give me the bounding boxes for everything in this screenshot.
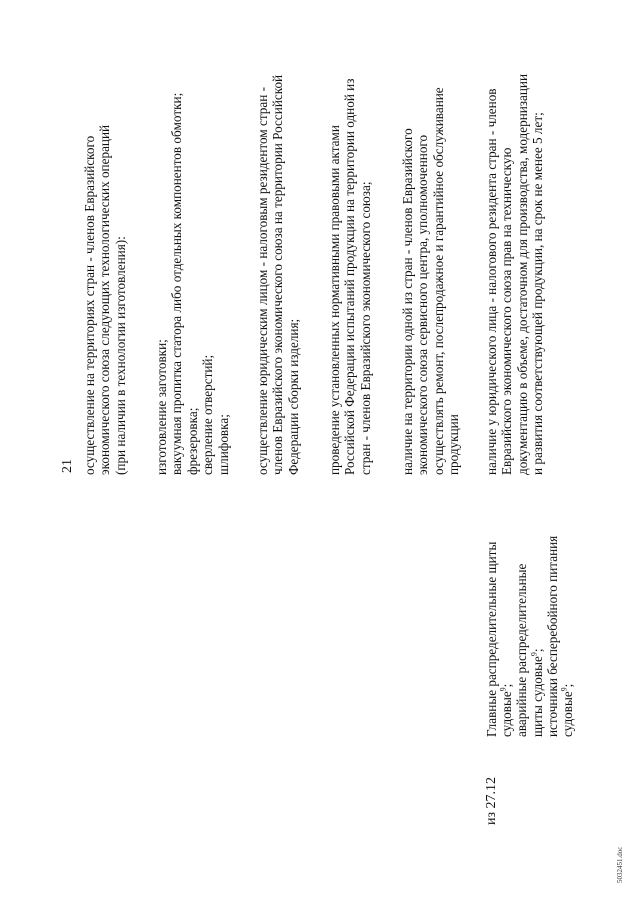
requirement-block-testing [327, 15, 373, 475]
product-line: судовые [560, 691, 576, 737]
requirement-line: фрезеровка; [184, 407, 200, 475]
requirement-line: членов Евразийского экономического союза на территории Российской [270, 74, 286, 475]
product-names [484, 497, 575, 737]
requirement-line: Евразийского экономического союза прав на техническую [499, 147, 515, 475]
requirement-line: документацию в объеме, достаточном для производства, модернизации [514, 73, 530, 475]
requirement-line: сверление отверстий; [200, 354, 216, 475]
requirement-block-assembly [255, 15, 301, 475]
requirement-line: Федерации сборки изделия; [285, 318, 301, 475]
requirement-line: осуществлять ремонт, послепродажное и гарантийное обслуживание [430, 87, 446, 475]
requirement-line: экономического союза сервисного центра, уполномоченного [415, 134, 431, 475]
page-number: 21 [60, 459, 75, 473]
requirement-line: экономического союза следующих технологических операций [97, 124, 113, 475]
product-line: щиты судовые [529, 656, 545, 737]
footnote-mark: 9 [559, 687, 569, 692]
requirement-line: Российской Федерации испытаний продукции на территории одной из [342, 78, 358, 475]
separator: ; [560, 683, 576, 688]
requirement-line: шлифовка; [215, 414, 231, 475]
requirement-line: стран - членов Евразийского экономического союза; [357, 181, 373, 475]
requirement-line: и развития соответствующей продукции, на срок не менее 5 лет; [530, 112, 546, 475]
separator: ; [529, 648, 545, 653]
footnote-mark: 9 [529, 652, 539, 657]
requirement-line: наличие у юридического лица - налогового резидента стран - членов [484, 88, 499, 475]
requirement-line: изготовление заготовки; [154, 339, 169, 475]
okpd-code: из 27.12 [484, 776, 499, 825]
requirement-line: осуществление на территориях стран - членов Евразийского [82, 135, 97, 475]
requirement-block-operations-list [154, 15, 231, 475]
requirement-block-service-center [400, 15, 462, 475]
separator: ; [499, 683, 515, 688]
requirement-line: продукции [446, 414, 462, 475]
product-line: источники бесперебойного питания [544, 535, 560, 737]
requirement-block-documentation-rights [484, 15, 546, 475]
product-line: Главные распределительные щиты [484, 541, 499, 737]
product-line: судовые [499, 691, 515, 737]
requirement-line: (при наличии в технологии изготовления): [112, 236, 128, 475]
product-line: аварийные распределительные [514, 563, 530, 737]
document-file-reference: 5032451.doc [616, 846, 624, 883]
requirement-block-operations-intro [82, 15, 128, 475]
footnote-mark: 9 [498, 687, 508, 692]
requirement-line: наличие на территории одной из стран - членов Евразийского [400, 128, 415, 475]
requirement-line: проведение установленных нормативными правовыми актами [327, 125, 342, 475]
requirement-line: вакуумная пропитка статора либо отдельных компонентов обмотки; [169, 92, 185, 475]
requirement-line: осуществление юридическим лицом - налоговым резидентом стран - [255, 87, 270, 475]
